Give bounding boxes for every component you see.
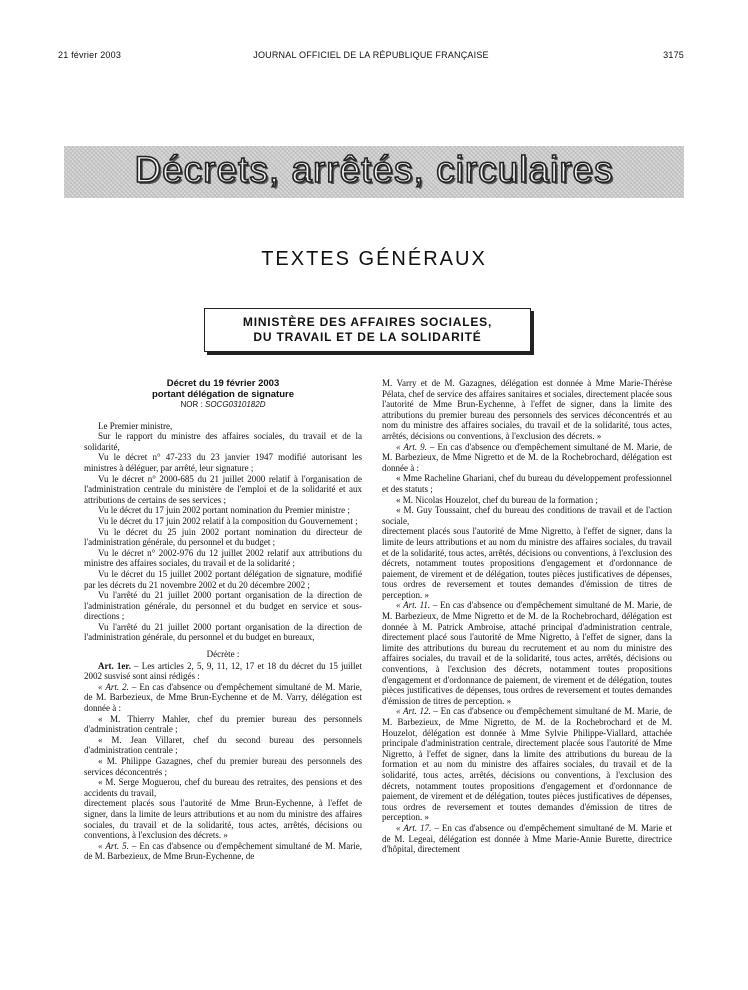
article-17-label: « Art. 17. [396,822,432,833]
article-2-item: « M. Philippe Gazagnes, chef du premier bureau des personnels des services déconcentrés ; [84,756,362,777]
visa: Vu le décret du 25 juin 2002 portant nomination du directeur de l'administration générale, du personnel et du budget ; [84,526,362,548]
article-9-item: « Mme Racheline Ghariani, chef du bureau du développement professionnel et des statuts ; [382,473,672,494]
article-5 [84,841,362,862]
visa: Vu le décret n° 47-233 du 23 janvier 1947 modifié autorisant les ministres à déléguer, par arrêté, leur signature ; [84,452,362,473]
decree-intro: Le Premier ministre, [98,420,173,431]
section-title: TEXTES GÉNÉRAUX [261,248,487,270]
decree-title-1: Décret du 19 février 2003 [166,378,280,389]
ministry-line-1: MINISTÈRE DES AFFAIRES SOCIALES, [242,315,493,329]
article-2-item: « M. Thierry Mahler, chef du premier bureau des personnels d'administration centrale ; [84,713,362,735]
article-5-text: – En cas d'absence ou d'empêchement simultané de M. Marie, de M. Barbezieux, de Mme Brun-Eychenne, de [84,840,362,862]
article-2-text: – En cas d'absence ou d'empêchement simultané de M. Marie, de M. Barbezieux, de Mme Brun-Eychenne et de M. Varry, délégation est donnée à : [84,681,362,714]
decrete-heading: Décrète : [206,649,240,660]
article-2-item: « M. Jean Villaret, chef du second bureau des personnels d'administration centrale ; [84,734,362,756]
article-1 [84,661,362,682]
article-2-label: « Art. 2. [98,681,129,692]
visa: Vu le décret n° 2002-976 du 12 juillet 2002 relatif aux attributions du ministre des affaires sociales, du travail et de la solidarité ; [84,547,362,569]
article-1-text: – Les articles 2, 5, 9, 11, 12, 17 et 18 du décret du 15 juillet 2002 susvisé sont ainsi rédigés : [84,660,363,682]
header-journal-title: JOURNAL OFFICIEL DE LA RÉPUBLIQUE FRANÇAISE [253,50,489,60]
article-5-continued: M. Varry et de M. Gazagnes, délégation est donnée à Mme Marie-Thérèse Pélata, chef de service des affaires sanitaires et sociales, directement placée sous l'autorité de Mme Brun-Eychenne, à l'effet de signer, dans la limite des attributions du premier bureau des personnels des services déconcentrés et au nom du ministre des affaires sociales, du travail et de la solidarité, tous actes, arrêtés, décisions ou conventions, à l'exclusion des décrets. » [382,378,672,441]
visa: Vu le décret n° 2000-685 du 21 juillet 2000 relatif à l'organisation de l'administration centrale du ministère de l'emploi et de la solidarité et aux attributions de certains de ses services ; [84,473,362,505]
article-17 [382,823,672,855]
ministry-line-2: DU TRAVAIL ET DE LA SOLIDARITÉ [253,330,482,344]
visa: Sur le rapport du ministre des affaires sociales, du travail et de la solidarité, [84,431,362,452]
decree-title-2: portant délégation de signature [152,389,294,400]
article-12-label: « Art. 12. [396,706,431,717]
article-9-label: « Art. 9. [396,441,427,452]
visa: Vu l'arrêté du 21 juillet 2000 portant organisation de la direction de l'administration générale, du personnel et du budget en service et sous-directions ; [84,590,362,622]
right-column [382,378,672,855]
article-5-label: « Art. 5. [98,840,129,851]
article-2 [84,682,362,714]
header-page-number: 3175 [663,50,684,60]
article-9-item: « M. Nicolas Houzelot, chef du bureau de la formation ; [396,494,598,505]
article-12-text: – En cas d'absence ou d'empêchement simultané de M. Marie, de M. Barbezieux, de Mme Nigretto, de M. de la Rochebrochard et de M. Houzelot, délégation est donnée à Mme Sylvie Philippe-Viallard, attachée principale d'administration centrale, directement placée sous l'autorité de Mme Nigretto, à l'effet de signer, dans la limite des attributions du bureau de la formation et au nom du ministre des affaires sociales, du travail et de la solidarité, tous actes, arrêtés, décisions ou conventions, à l'exclusion des décrets, notamment toutes propositions d'engagement et d'ordonnance de paiement, de virement et de délégation, toutes pièces justificatives de dépenses, tous ordres de reversement et toutes demandes d'émission de titres de perception. » [382,706,672,823]
article-11 [382,600,672,706]
article-1-label: Art. 1er. [98,660,131,671]
article-11-text: – En cas d'absence ou d'empêchement simultané de M. Marie, de M. Barbezieux, de Mme Nigretto et de M. de la Rochebrochard, délégation est donnée à M. Patrick Ambroise, attaché principal d'administration centrale, directement placé sous l'autorité de Mme Nigretto, à l'effet de signer, dans la limite des attributions du bureau du recrutement et au nom du ministre des affaires sociales, du travail et de la solidarité, tous actes, arrêtés, décisions ou conventions, à l'exclusion des décrets, notamment toutes propositions d'engagement et d'ordonnance de paiement, de virement et de délégation, toutes pièces justificatives de dépenses, tous ordres de reversement et toutes demandes d'émission de titres de perception. » [382,600,672,706]
article-12 [382,706,672,823]
ministry-box [204,308,531,352]
visa: Vu le décret du 15 juillet 2002 portant délégation de signature, modifié par les décrets du 21 novembre 2002 et du 20 décembre 2002 ; [84,568,362,590]
article-9-text: – En cas d'absence ou d'empêchement simultané de M. Marie, de M. Barbezieux, de Mme Nigretto et de M. de la Rochebrochard, délégation est donnée à : [382,441,672,473]
header-date: 21 février 2003 [58,50,122,60]
article-9-item: « M. Guy Toussaint, chef du bureau des conditions de travail et de l'action sociale, [382,505,672,526]
article-2-tail: directement placés sous l'autorité de Mme Brun-Eychenne, à l'effet de signer, dans la limite de leurs attributions et au nom du ministre des affaires sociales, du travail et de la solidarité, tous actes, arrêtés, décisions ou conventions, à l'exclusion des décrets. » [84,798,362,841]
article-17-text: – En cas d'absence ou d'empêchement simultané de M. Marie et de M. Legeai, délégation est donnée à Mme Marie-Annie Burette, directrice d'hôpital, directement [382,822,672,855]
article-9 [382,442,672,474]
visa: Vu le décret du 17 juin 2002 relatif à la composition du Gouvernement ; [98,515,358,526]
visa: Vu le décret du 17 juin 2002 portant nomination du Premier ministre ; [98,505,350,516]
nor-label: NOR : [180,400,203,409]
visa: Vu l'arrêté du 21 juillet 2000 portant organisation de la direction de l'administration générale, du personnel et du budget en bureaux, [84,621,362,643]
article-11-label: « Art. 11. [396,600,431,611]
section-banner [64,146,684,198]
article-2-item: « M. Serge Moguerou, chef du bureau des retraites, des pensions et des accidents du travail, [84,777,362,798]
article-9-tail: directement placés sous l'autorité de Mme Nigretto, à l'effet de signer, dans la limite de leurs attributions et au nom du ministre des affaires sociales, du travail et de la solidarité, tous actes, arrêtés, décisions ou conventions, à l'exclusion des décrets, notamment toutes propositions d'engagement et d'ordonnance de paiement, de virement et de délégation, toutes pièces justificatives de dépenses, tous ordres de reversement et toutes demandes d'émission de titres de perception. » [382,526,672,600]
banner-title: Décrets, arrêtés, circulaires [134,149,614,190]
left-column [84,378,362,862]
decree-nor [84,400,362,411]
nor-value: SOCG0310182D [204,400,266,409]
